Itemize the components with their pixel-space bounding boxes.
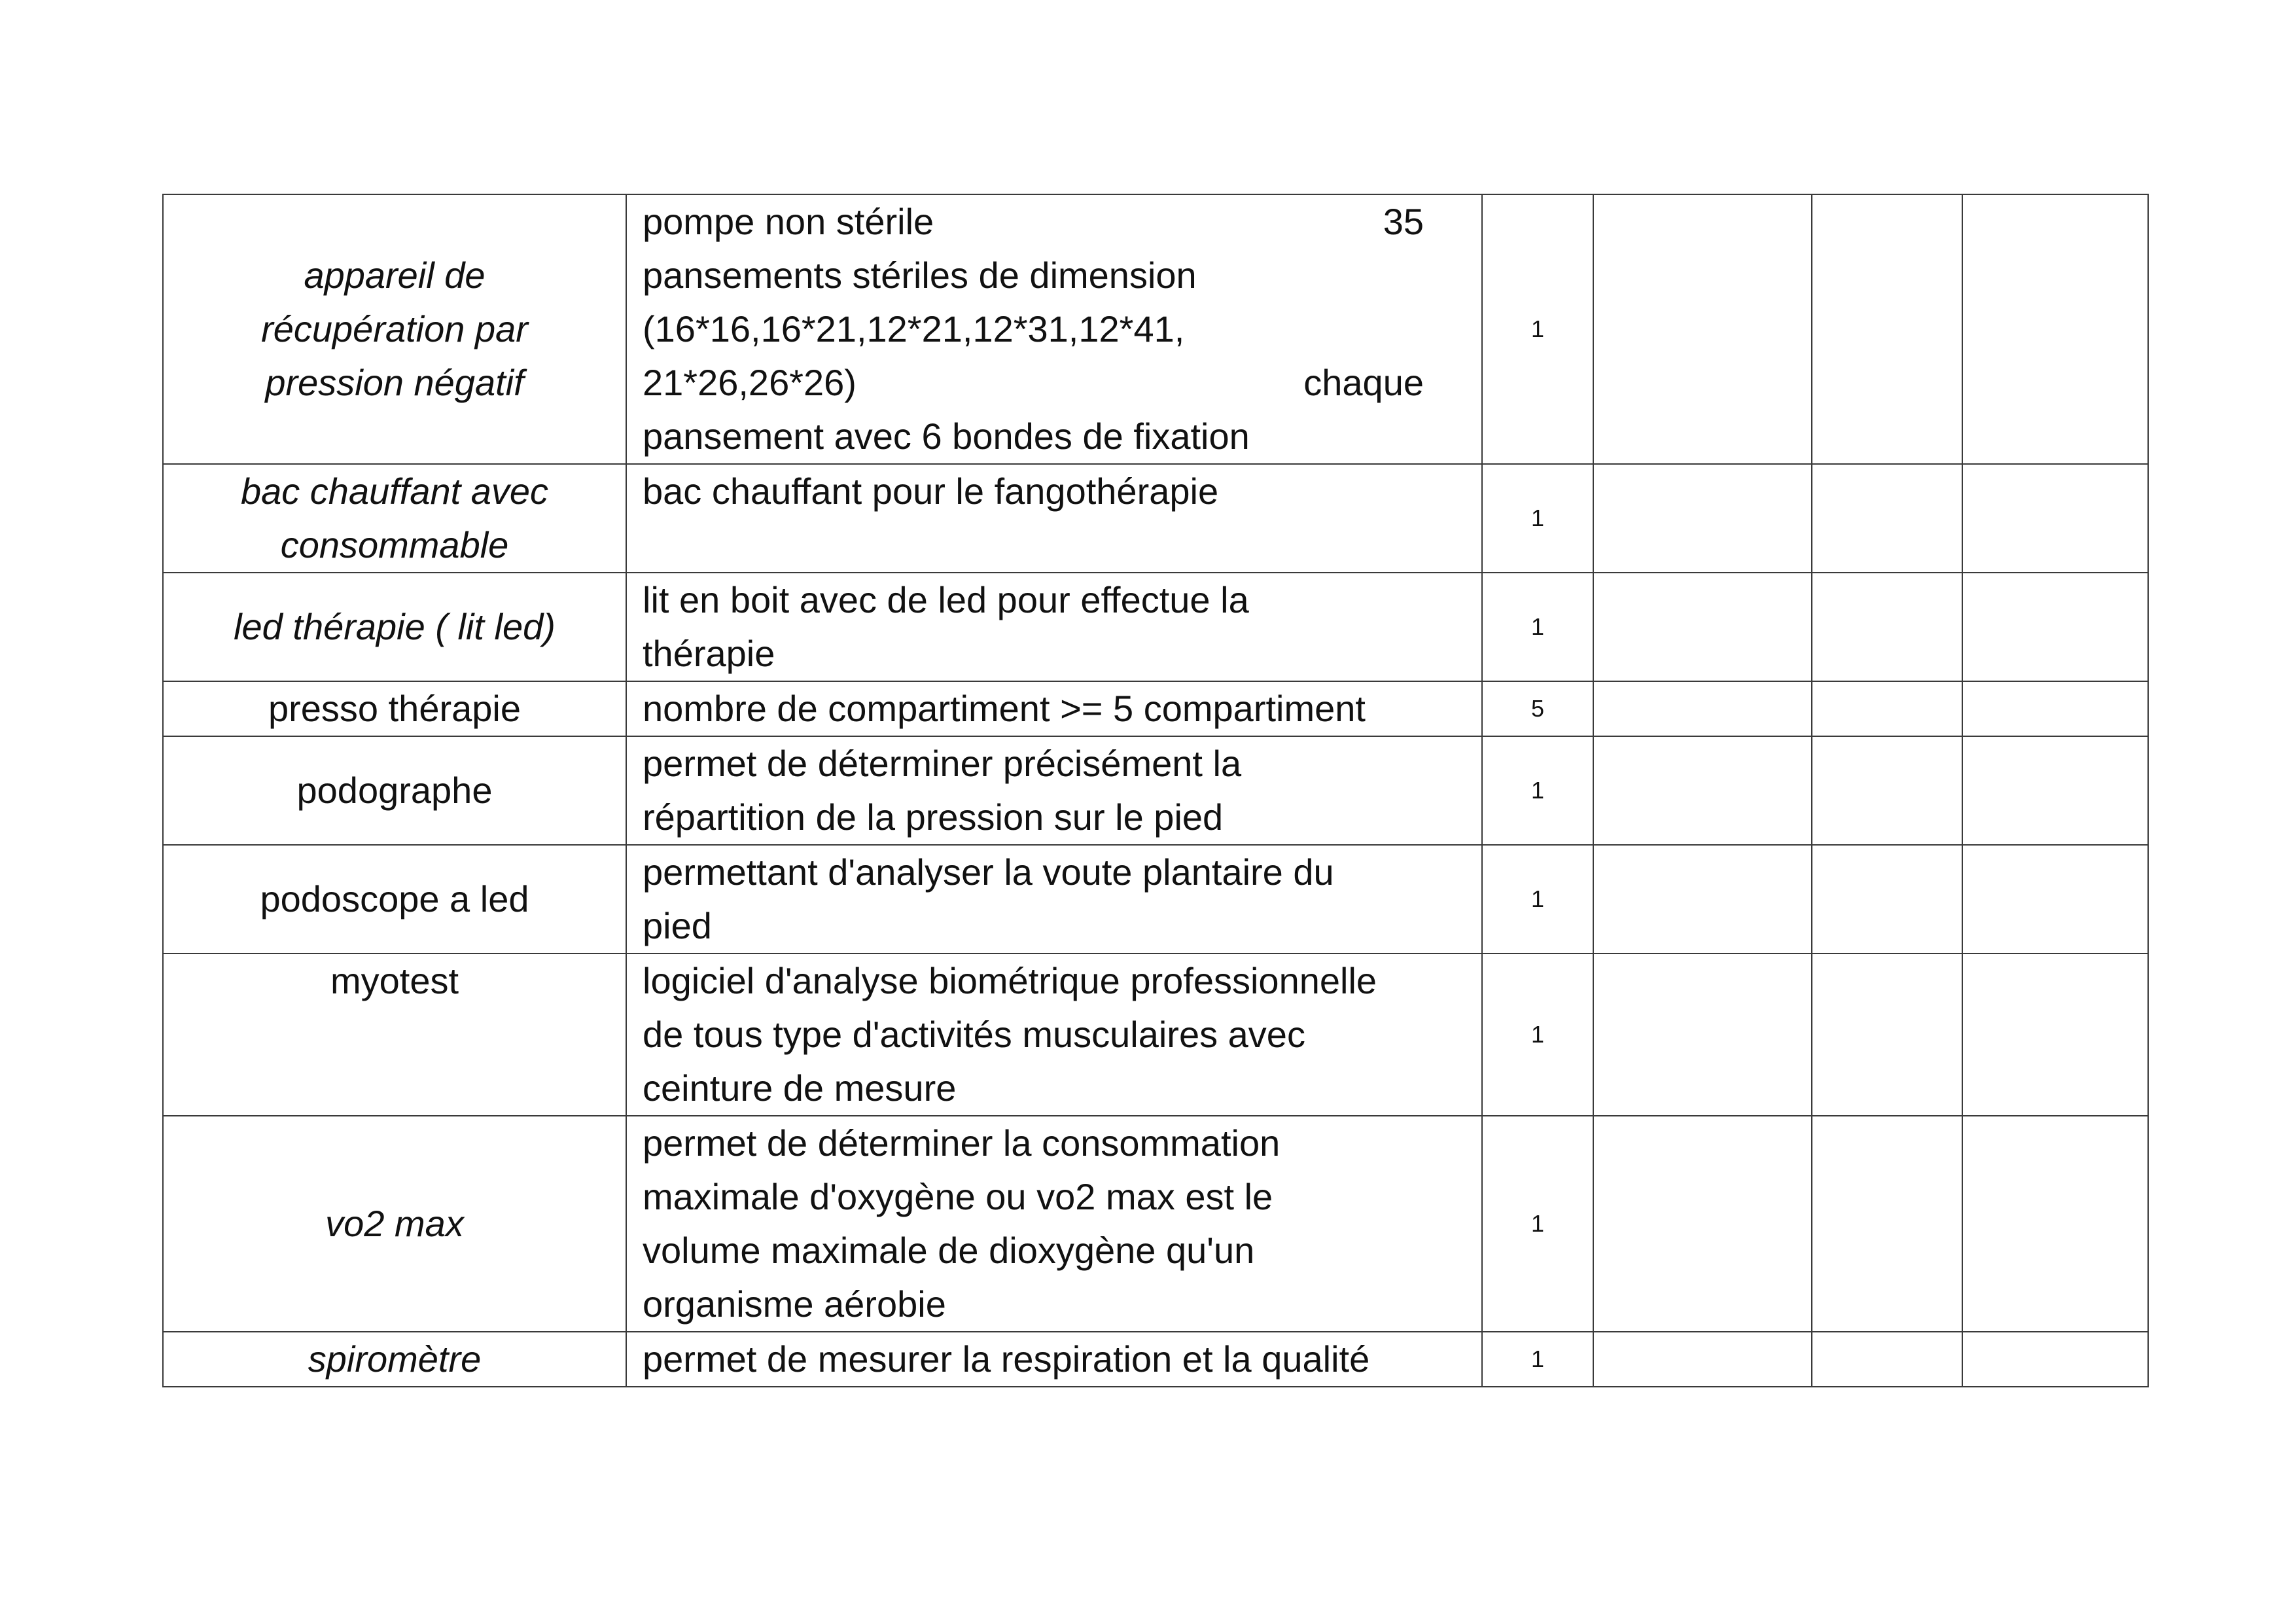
table-row: [163, 681, 2148, 736]
description-text: répartition de la pression sur le pied: [643, 796, 1224, 838]
description-line: [643, 356, 1470, 410]
description-line: [643, 846, 1470, 899]
equipment-description-cell: [626, 573, 1482, 681]
empty-cell: [1962, 573, 2148, 681]
description-line: [643, 573, 1470, 627]
description-line: [643, 1170, 1470, 1224]
description-line: [643, 302, 1470, 356]
equipment-name-line: podoscope a led: [260, 878, 529, 919]
equipment-description-cell: [626, 954, 1482, 1116]
equipment-description-cell: [626, 194, 1482, 464]
description-text: lit en boit avec de led pour effectue la: [643, 579, 1249, 620]
description-line: [643, 791, 1470, 844]
table-row: [163, 1116, 2148, 1332]
quantity-cell: 1: [1482, 573, 1593, 681]
description-line: [643, 1332, 1470, 1386]
equipment-name-line: bac chauffant avec: [240, 471, 549, 512]
equipment-description-cell: [626, 845, 1482, 954]
quantity-cell: 1: [1482, 1116, 1593, 1332]
quantity-cell: 1: [1482, 1332, 1593, 1387]
description-text: volume maximale de dioxygène qu'un: [643, 1230, 1255, 1271]
description-text: permet de déterminer la consommation: [643, 1122, 1280, 1164]
description-line: [643, 195, 1470, 249]
quantity-cell: 1: [1482, 845, 1593, 954]
description-text: pansements stériles de dimension: [643, 255, 1197, 296]
equipment-name-line: led thérapie ( lit led): [234, 606, 556, 647]
description-line: [643, 899, 1470, 953]
equipment-name-cell: [163, 1116, 626, 1332]
description-text: permet de mesurer la respiration et la qualité: [643, 1338, 1370, 1380]
description-line: [643, 249, 1470, 302]
description-line: [643, 737, 1470, 791]
empty-cell: [1812, 736, 1962, 845]
description-text: pompe non stérile: [643, 201, 934, 242]
description-text: de tous type d'activités musculaires avec: [643, 1014, 1305, 1055]
empty-cell: [1812, 1116, 1962, 1332]
empty-cell: [1593, 681, 1812, 736]
description-line: [643, 682, 1470, 736]
empty-cell: [1593, 736, 1812, 845]
description-text: logiciel d'analyse biométrique professionnelle: [643, 960, 1377, 1001]
table-row: [163, 464, 2148, 573]
empty-cell: [1593, 464, 1812, 573]
table-row: [163, 194, 2148, 464]
description-text: ceinture de mesure: [643, 1067, 957, 1109]
empty-cell: [1812, 681, 1962, 736]
description-text: maximale d'oxygène ou vo2 max est le: [643, 1176, 1273, 1217]
equipment-name-cell: [163, 194, 626, 464]
table-row: [163, 954, 2148, 1116]
table-row: [163, 1332, 2148, 1387]
quantity-cell: 1: [1482, 954, 1593, 1116]
description-line: [643, 1061, 1470, 1115]
empty-cell: [1962, 736, 2148, 845]
empty-cell: [1812, 194, 1962, 464]
equipment-name-cell: [163, 573, 626, 681]
equipment-name-line: presso thérapie: [268, 688, 521, 729]
empty-cell: [1812, 1332, 1962, 1387]
equipment-name-line: consommable: [280, 524, 509, 565]
description-text: (16*16,16*21,12*21,12*31,12*41,: [643, 308, 1185, 349]
table-row: [163, 573, 2148, 681]
quantity-cell: 1: [1482, 736, 1593, 845]
equipment-name-line: myotest: [330, 960, 459, 1001]
equipment-name-line: podographe: [296, 770, 493, 811]
empty-cell: [1812, 954, 1962, 1116]
equipment-name-cell: [163, 681, 626, 736]
equipment-description-cell: [626, 464, 1482, 573]
description-text: organisme aérobie: [643, 1283, 946, 1325]
empty-cell: [1593, 194, 1812, 464]
equipment-name-line: vo2 max: [325, 1203, 464, 1244]
description-line: [643, 1277, 1470, 1331]
table-row: [163, 736, 2148, 845]
description-line: [643, 465, 1470, 518]
quantity-cell: 1: [1482, 194, 1593, 464]
description-line: [643, 1008, 1470, 1061]
empty-cell: [1593, 954, 1812, 1116]
table-body: [163, 194, 2148, 1387]
equipment-table: [162, 194, 2149, 1387]
empty-cell: [1962, 681, 2148, 736]
equipment-name-cell: [163, 464, 626, 573]
empty-cell: [1593, 845, 1812, 954]
equipment-description-cell: [626, 681, 1482, 736]
equipment-name-cell: [163, 1332, 626, 1387]
equipment-name-line: spiromètre: [308, 1338, 482, 1380]
description-line: [643, 627, 1470, 681]
description-text: bac chauffant pour le fangothérapie: [643, 471, 1219, 512]
empty-cell: [1962, 1116, 2148, 1332]
equipment-description-cell: [626, 1332, 1482, 1387]
empty-cell: [1593, 1116, 1812, 1332]
equipment-name-line: pression négatif: [265, 362, 524, 403]
equipment-name-line: récupération par: [261, 308, 528, 349]
description-line: [643, 1224, 1470, 1277]
description-text: pied: [643, 905, 712, 946]
empty-cell: [1962, 1332, 2148, 1387]
description-line: [643, 410, 1470, 463]
empty-cell: [1812, 573, 1962, 681]
empty-cell: [1593, 1332, 1812, 1387]
description-line: [643, 954, 1470, 1008]
description-text-right: chaque: [1303, 362, 1424, 403]
empty-cell: [1812, 464, 1962, 573]
empty-cell: [1593, 573, 1812, 681]
empty-cell: [1962, 464, 2148, 573]
empty-cell: [1812, 845, 1962, 954]
description-text: thérapie: [643, 633, 775, 674]
equipment-description-cell: [626, 1116, 1482, 1332]
description-text: pansement avec 6 bondes de fixation: [643, 416, 1250, 457]
description-line: [643, 1116, 1470, 1170]
empty-cell: [1962, 845, 2148, 954]
equipment-name-cell: [163, 954, 626, 1116]
quantity-cell: 1: [1482, 464, 1593, 573]
quantity-cell: 5: [1482, 681, 1593, 736]
equipment-name-cell: [163, 736, 626, 845]
equipment-description-cell: [626, 736, 1482, 845]
description-text: 21*26,26*26): [643, 362, 857, 403]
empty-cell: [1962, 954, 2148, 1116]
equipment-name-line: appareil de: [304, 255, 486, 296]
description-text: permettant d'analyser la voute plantaire du: [643, 851, 1334, 893]
description-text: nombre de compartiment >= 5 compartiment: [643, 688, 1366, 729]
description-text-right: 35: [1383, 201, 1424, 242]
description-text: permet de déterminer précisément la: [643, 743, 1242, 784]
table-row: [163, 845, 2148, 954]
equipment-name-cell: [163, 845, 626, 954]
empty-cell: [1962, 194, 2148, 464]
